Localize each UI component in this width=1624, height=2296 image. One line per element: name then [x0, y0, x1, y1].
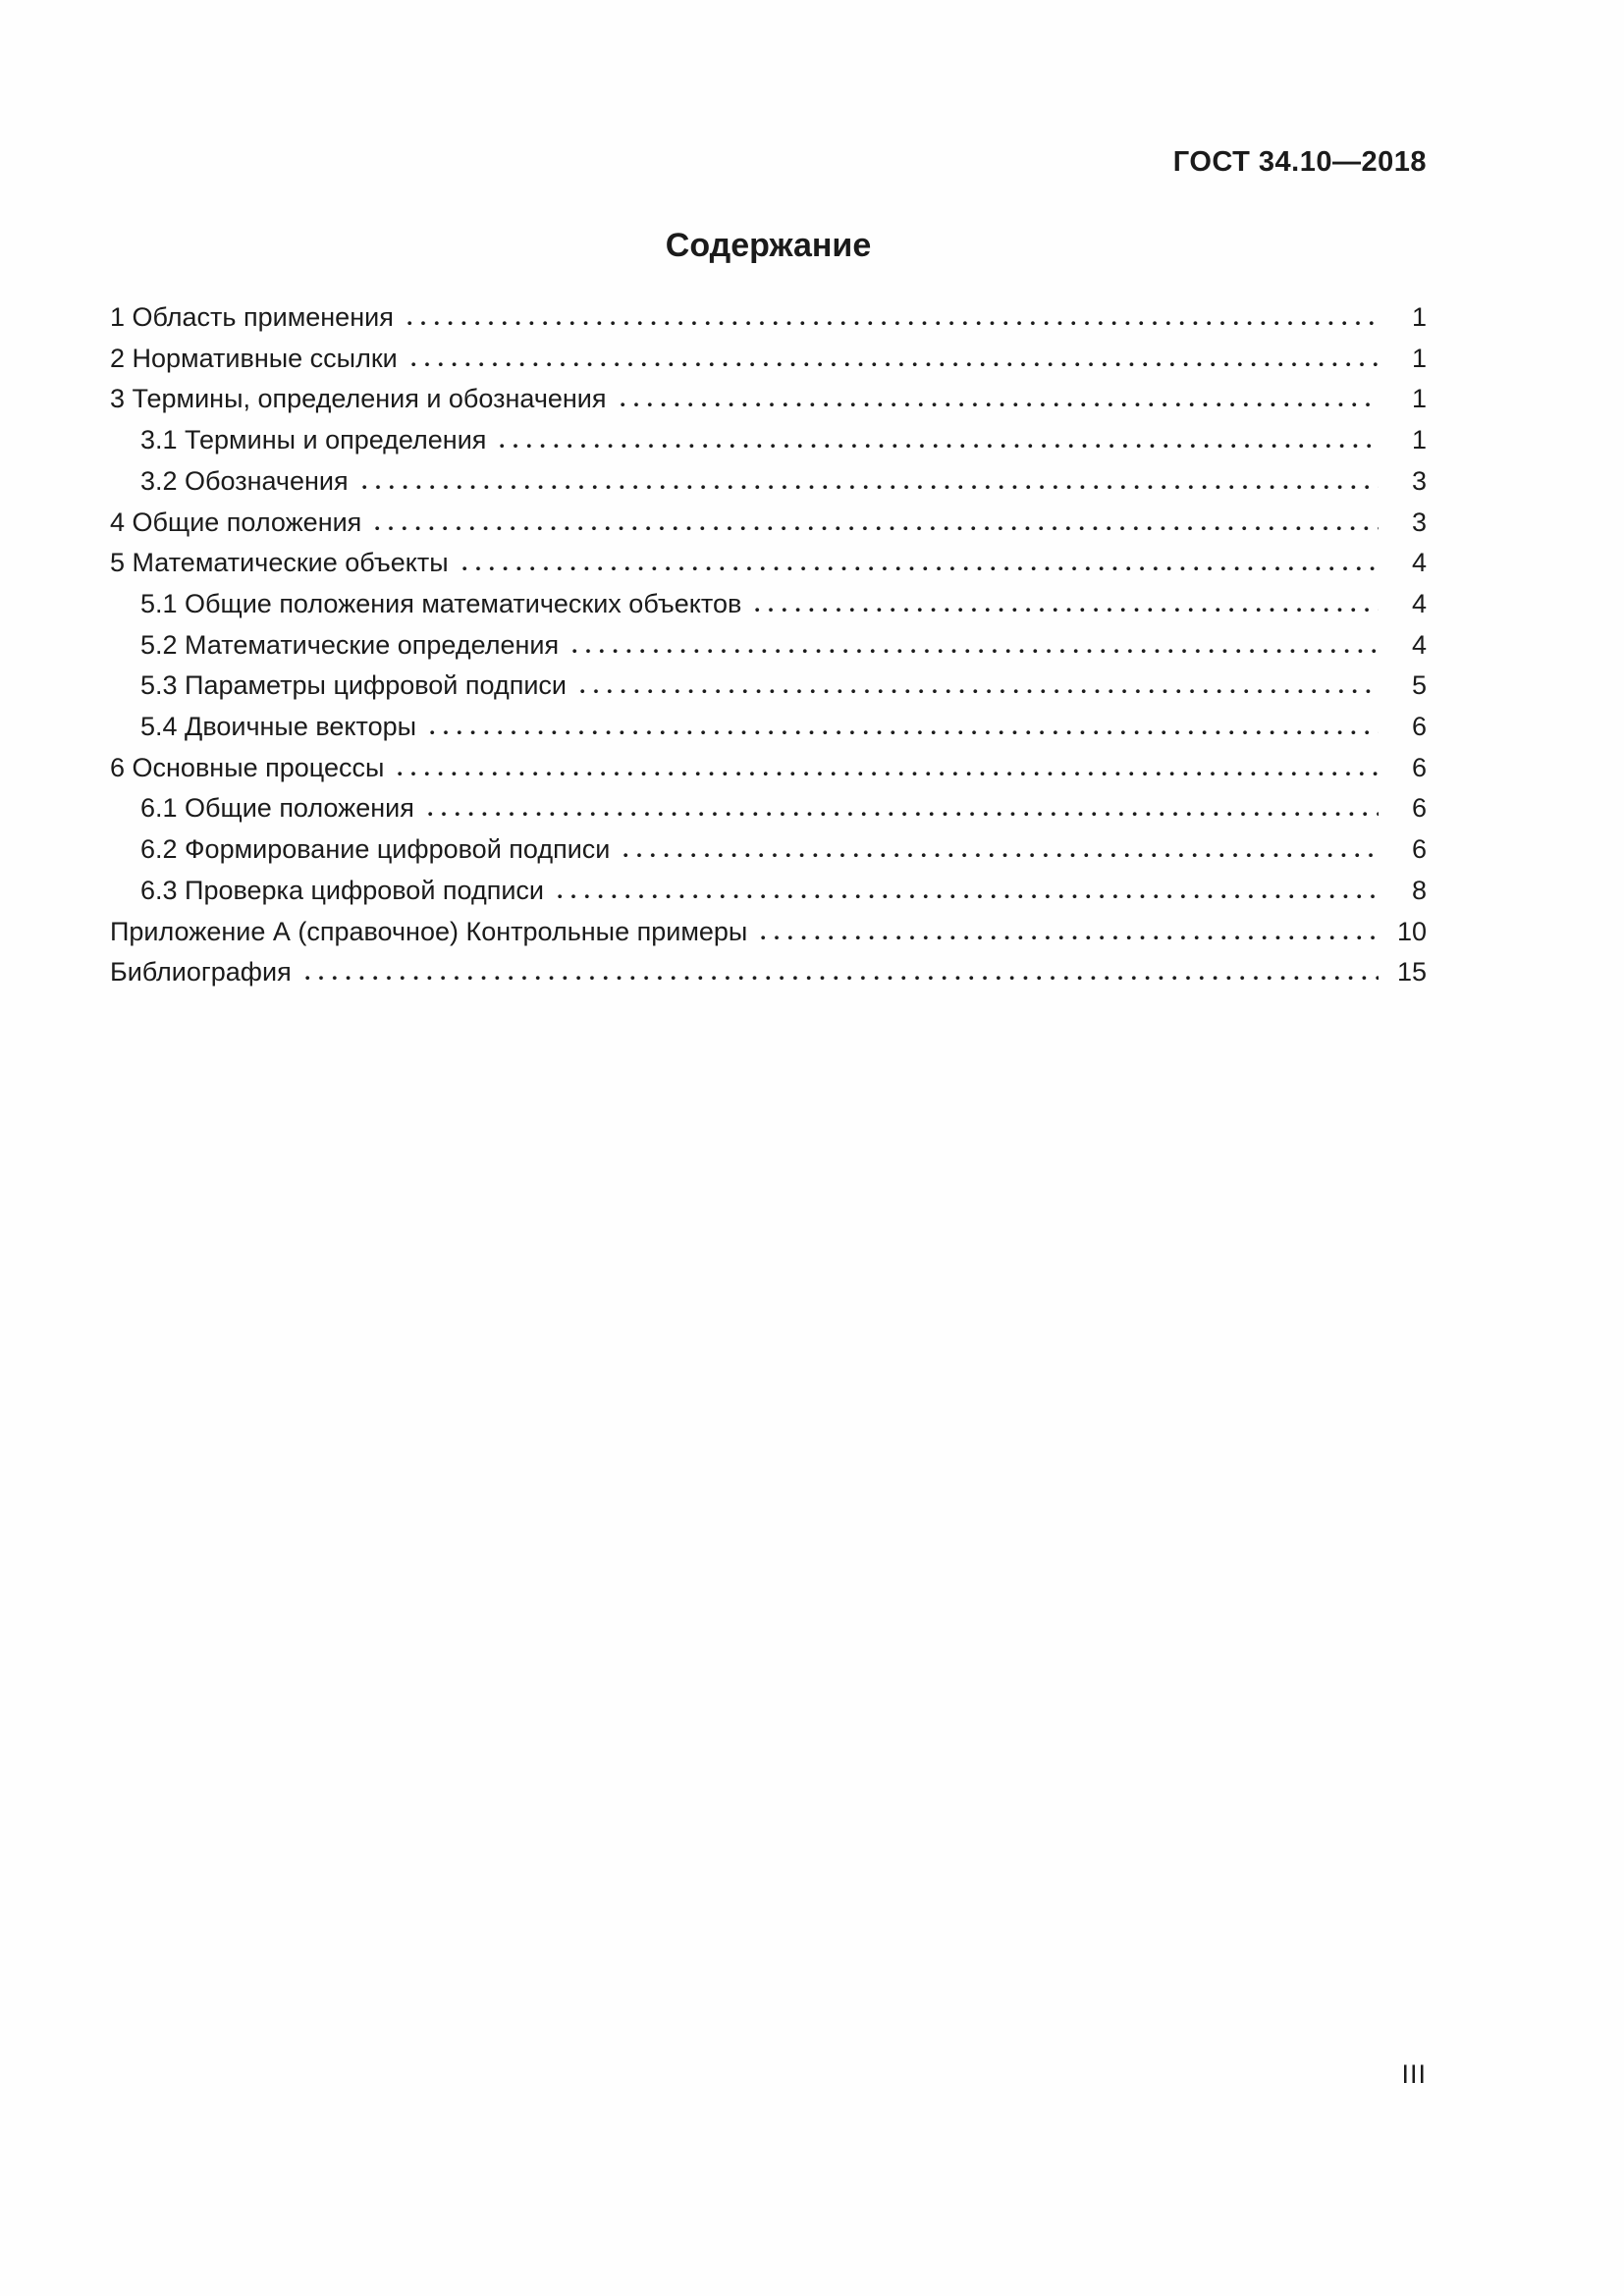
dot-leader — [751, 608, 1379, 613]
toc-entry-page: 3 — [1411, 465, 1427, 496]
toc-entry-page: 1 — [1411, 343, 1427, 373]
toc-entry-label: 5 Математические объекты — [110, 548, 449, 578]
toc-entry-label: 5.4 Двоичные векторы — [140, 712, 417, 742]
dot-leader — [576, 689, 1379, 694]
toc-entry — [110, 952, 1427, 993]
toc-entry-label: 6.2 Формирование цифровой подписи — [140, 834, 611, 865]
dot-leader — [407, 362, 1379, 367]
document-code: ГОСТ 34.10—2018 — [1172, 146, 1427, 178]
toc-entry — [110, 461, 1427, 503]
toc-entry-page: 1 — [1411, 302, 1427, 332]
toc-entry — [110, 584, 1427, 625]
toc-entry-page: 5 — [1411, 670, 1427, 701]
toc-entry — [110, 707, 1427, 748]
toc-entry — [110, 666, 1427, 707]
dot-leader — [426, 730, 1379, 735]
toc-entry-page: 4 — [1411, 548, 1427, 578]
toc-entry-label: 1 Область применения — [110, 302, 394, 332]
toc-entry-page: 1 — [1411, 425, 1427, 455]
dot-leader — [554, 894, 1379, 899]
toc-entry-label: 6 Основные процессы — [110, 752, 385, 782]
dot-leader — [617, 402, 1379, 407]
dot-leader — [424, 812, 1379, 817]
toc-entry — [110, 912, 1427, 953]
toc-entry-label: 3.2 Обозначения — [140, 465, 349, 496]
toc-entry-page: 10 — [1396, 916, 1427, 946]
toc-entry-label: 6.3 Проверка цифровой подписи — [140, 875, 544, 905]
toc-entry — [110, 871, 1427, 912]
toc-list — [110, 297, 1427, 993]
toc-entry-label: 2 Нормативные ссылки — [110, 343, 398, 373]
toc-entry — [110, 503, 1427, 544]
toc-entry-page: 6 — [1411, 793, 1427, 824]
toc-entry-label: 3.1 Термины и определения — [140, 425, 487, 455]
dot-leader — [620, 853, 1379, 858]
page-number: III — [1401, 2059, 1427, 2089]
toc-entry-label: 4 Общие положения — [110, 507, 362, 537]
toc-entry-label: Библиография — [110, 957, 292, 988]
toc-entry-label: Приложение А (справочное) Контрольные примеры — [110, 916, 748, 946]
dot-leader — [459, 566, 1379, 571]
toc-entry-label: 5.3 Параметры цифровой подписи — [140, 670, 567, 701]
dot-leader — [496, 444, 1379, 449]
toc-entry — [110, 379, 1427, 420]
toc-entry-page: 4 — [1411, 629, 1427, 660]
toc-entry-page: 6 — [1411, 834, 1427, 865]
dot-leader — [404, 321, 1379, 326]
toc-entry-page: 1 — [1411, 384, 1427, 414]
toc-entry-page: 15 — [1396, 957, 1427, 988]
dot-leader — [358, 485, 1379, 490]
toc-entry — [110, 829, 1427, 871]
dot-leader — [371, 526, 1379, 531]
dot-leader — [301, 976, 1379, 981]
toc-entry — [110, 625, 1427, 667]
dot-leader — [757, 935, 1379, 940]
toc-entry — [110, 297, 1427, 339]
toc-entry — [110, 543, 1427, 584]
toc-entry-label: 3 Термины, определения и обозначения — [110, 384, 607, 414]
toc-entry-label: 6.1 Общие положения — [140, 793, 414, 824]
toc-entry-label: 5.1 Общие положения математических объектов — [140, 588, 742, 618]
toc-title: Содержание — [665, 227, 872, 264]
page-content — [0, 0, 1624, 993]
dot-leader — [394, 772, 1379, 776]
toc-entry-page: 4 — [1411, 588, 1427, 618]
toc-entry — [110, 748, 1427, 789]
toc-entry-page: 8 — [1411, 875, 1427, 905]
toc-entry-page: 3 — [1411, 507, 1427, 537]
toc-entry-page: 6 — [1411, 712, 1427, 742]
toc-entry — [110, 420, 1427, 461]
toc-entry-page: 6 — [1411, 752, 1427, 782]
toc-entry — [110, 339, 1427, 380]
toc-entry-label: 5.2 Математические определения — [140, 629, 560, 660]
toc-entry — [110, 788, 1427, 829]
dot-leader — [568, 649, 1379, 654]
